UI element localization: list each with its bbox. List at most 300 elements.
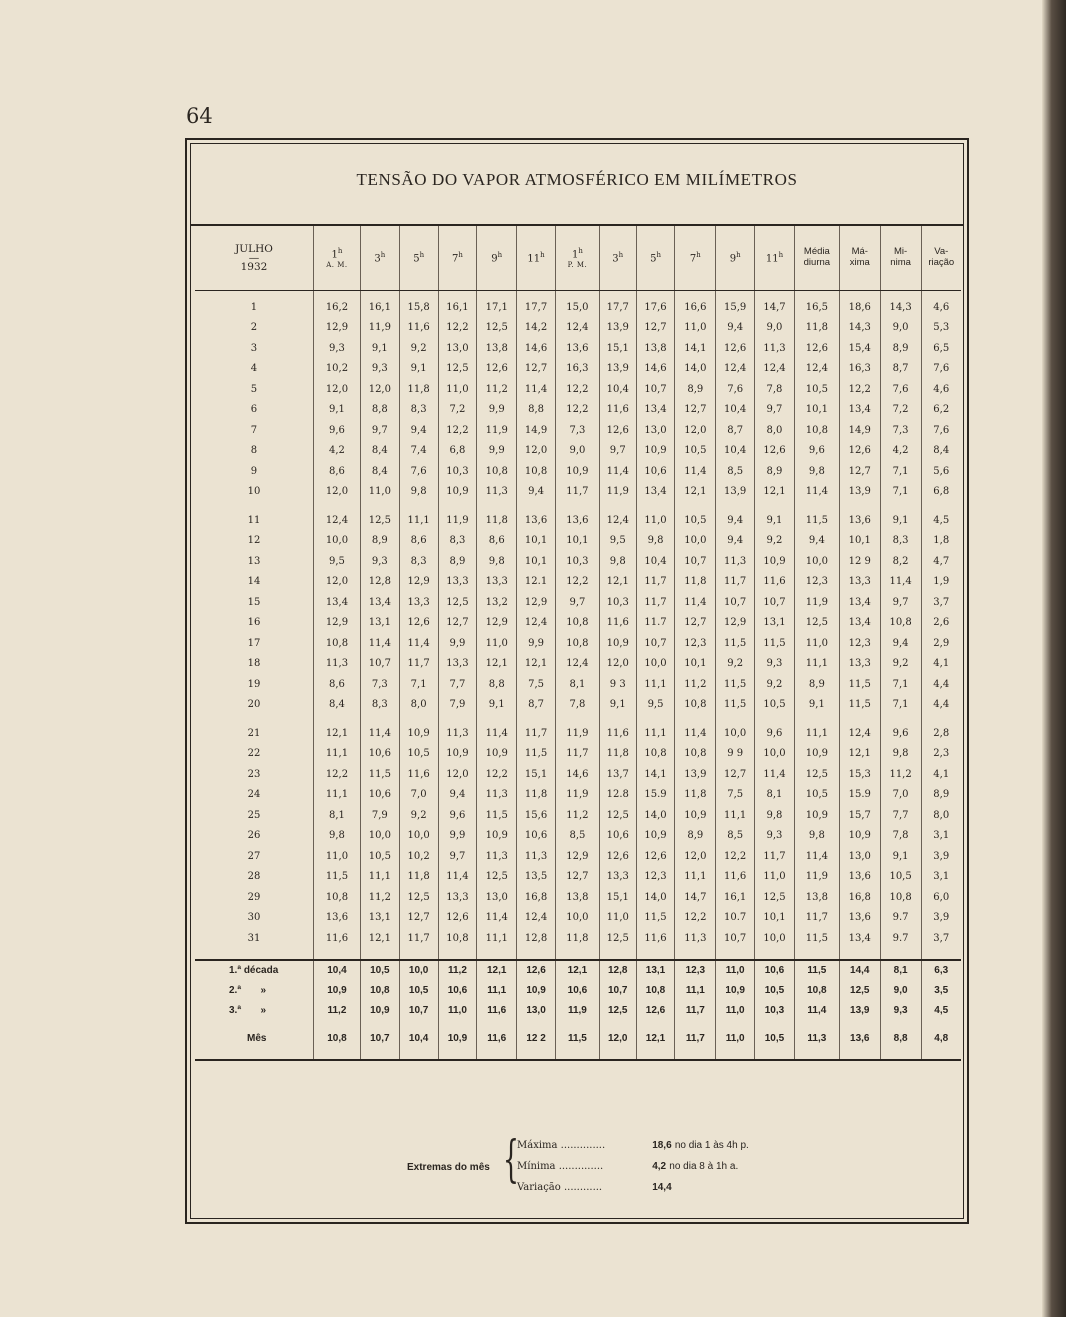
summary-value-cell: 11,5	[794, 960, 839, 981]
value-cell: 12,0	[599, 654, 636, 675]
brace-glyph: {	[503, 1130, 519, 1188]
table-row	[195, 633, 961, 654]
value-cell: 13,3	[839, 654, 880, 675]
day-cell: 2	[250, 322, 258, 334]
value-cell: 12,4	[599, 510, 636, 531]
value-cell: 12,1	[517, 654, 556, 675]
value-cell: 8,0	[921, 805, 961, 826]
day-cell: 11	[247, 514, 261, 526]
value-cell: 11,1	[313, 785, 360, 806]
day-cell: 31	[247, 932, 261, 944]
value-cell: 9,1	[313, 400, 360, 421]
value-cell: 7,0	[399, 785, 438, 806]
value-cell: 9,9	[517, 633, 556, 654]
value-cell: 11,3	[477, 846, 517, 867]
decade-label: 3.ª »	[229, 1005, 267, 1016]
value-cell: 6,8	[438, 441, 477, 462]
summary-value-cell: 13,1	[636, 960, 675, 981]
value-cell: 11,0	[675, 318, 716, 339]
value-cell: 2,8	[921, 723, 961, 744]
value-cell: 4,1	[921, 654, 961, 675]
value-cell: 12,8	[360, 572, 399, 593]
summary-value-cell: 10,7	[399, 1001, 438, 1021]
summary-value-cell: 10,7	[599, 981, 636, 1001]
table-row	[195, 674, 961, 695]
hour-header: 11$^h$	[517, 226, 556, 291]
value-cell: 12,4	[313, 510, 360, 531]
summary-value-cell: 10,0	[399, 960, 438, 981]
table-row	[195, 400, 961, 421]
value-cell: 10,0	[636, 654, 675, 675]
summary-value-cell: 10,6	[438, 981, 477, 1001]
value-cell: 12,0	[675, 420, 716, 441]
value-cell: 10,1	[755, 908, 795, 929]
value-cell: 11,8	[599, 744, 636, 765]
value-cell: 9,6	[794, 441, 839, 462]
value-cell: 7,8	[880, 826, 921, 847]
value-cell: 13,6	[517, 510, 556, 531]
value-cell: 12,3	[794, 572, 839, 593]
value-cell: 12,5	[438, 592, 477, 613]
value-cell: 14,6	[636, 359, 675, 380]
value-cell: 9,7	[880, 592, 921, 613]
value-cell: 11,0	[636, 510, 675, 531]
value-cell: 9,7	[438, 846, 477, 867]
table-row	[195, 908, 961, 929]
value-cell: 11,2	[880, 764, 921, 785]
value-cell: 10.7	[716, 908, 755, 929]
summary-value-cell: 10,5	[755, 981, 795, 1001]
month-value-cell: 10,7	[360, 1029, 399, 1049]
value-cell: 12,6	[794, 338, 839, 359]
summary-value-cell: 11,2	[438, 960, 477, 981]
value-cell: 12,9	[313, 318, 360, 339]
value-cell: 12,0	[313, 482, 360, 503]
day-cell: 19	[247, 678, 261, 690]
day-cell: 26	[247, 830, 261, 842]
value-cell: 13,6	[555, 510, 599, 531]
value-cell: 16,5	[794, 291, 839, 318]
value-cell: 7,2	[880, 400, 921, 421]
value-cell: 7,9	[438, 695, 477, 716]
table-row	[195, 531, 961, 552]
spacer-row	[195, 502, 961, 510]
value-cell: 13,4	[839, 928, 880, 949]
value-cell: 11,7	[517, 723, 556, 744]
value-cell: 10,1	[517, 551, 556, 572]
value-cell: 11,7	[399, 928, 438, 949]
value-cell: 17,1	[477, 291, 517, 318]
hour-header: 9$^h$	[477, 226, 517, 291]
value-cell: 11,4	[794, 482, 839, 503]
value-cell: 9.7	[880, 928, 921, 949]
day-cell: 18	[247, 658, 261, 670]
value-cell: 12,5	[477, 867, 517, 888]
value-cell: 18,6	[839, 291, 880, 318]
value-cell: 9,1	[755, 510, 795, 531]
value-cell: 7,6	[399, 461, 438, 482]
value-cell: 12,2	[313, 764, 360, 785]
decade-summary-row	[195, 1001, 961, 1021]
value-cell: 11,0	[755, 867, 795, 888]
value-cell: 11,4	[517, 379, 556, 400]
value-cell: 11,1	[313, 744, 360, 765]
value-cell: 3,7	[921, 592, 961, 613]
value-cell: 10,7	[716, 928, 755, 949]
spacer-row	[195, 1021, 961, 1029]
value-cell: 11,7	[716, 572, 755, 593]
value-cell: 12,0	[517, 441, 556, 462]
value-cell: 7,3	[880, 420, 921, 441]
table-row	[195, 338, 961, 359]
value-cell: 13,0	[636, 420, 675, 441]
hour-header: 5$^h$	[399, 226, 438, 291]
spacer-row	[195, 1049, 961, 1060]
stat-header-maxima: Má- xima	[839, 226, 880, 291]
value-cell: 10,8	[794, 420, 839, 441]
value-cell: 10,9	[438, 744, 477, 765]
value-cell: 2,6	[921, 613, 961, 634]
day-cell: 6	[250, 404, 258, 416]
value-cell: 9,4	[716, 531, 755, 552]
summary-value-cell: 10,6	[755, 960, 795, 981]
summary-value-cell: 8,1	[880, 960, 921, 981]
month-value-cell: 11,7	[675, 1029, 716, 1049]
month-label-cell: Mês	[247, 1033, 267, 1044]
value-cell: 5,3	[921, 318, 961, 339]
table-row	[195, 461, 961, 482]
value-cell: 4,4	[921, 695, 961, 716]
value-cell: 6,2	[921, 400, 961, 421]
day-cell: 14	[247, 576, 261, 588]
value-cell: 9,8	[755, 805, 795, 826]
value-cell: 10,8	[636, 744, 675, 765]
table-row	[195, 846, 961, 867]
value-cell: 11,4	[794, 846, 839, 867]
value-cell: 8,1	[313, 805, 360, 826]
value-cell: 11,4	[360, 723, 399, 744]
value-cell: 4,2	[880, 441, 921, 462]
day-cell: 22	[247, 748, 261, 760]
value-cell: 16,6	[675, 291, 716, 318]
value-cell: 12,0	[360, 379, 399, 400]
value-cell: 11,5	[517, 744, 556, 765]
value-cell: 7,6	[921, 420, 961, 441]
value-cell: 8,4	[313, 695, 360, 716]
value-cell: 13,1	[360, 908, 399, 929]
value-cell: 12,2	[555, 400, 599, 421]
value-cell: 7,1	[880, 482, 921, 503]
value-cell: 13,9	[716, 482, 755, 503]
value-cell: 11,7	[794, 908, 839, 929]
value-cell: 11,1	[794, 723, 839, 744]
value-cell: 3,1	[921, 867, 961, 888]
value-cell: 10,9	[675, 805, 716, 826]
value-cell: 11,7	[555, 482, 599, 503]
summary-value-cell: 12,5	[839, 981, 880, 1001]
value-cell: 13,6	[839, 908, 880, 929]
value-cell: 9,2	[755, 531, 795, 552]
value-cell: 10,9	[477, 826, 517, 847]
value-cell: 12,2	[839, 379, 880, 400]
value-cell: 10,7	[675, 551, 716, 572]
value-cell: 11,8	[555, 928, 599, 949]
day-cell: 29	[247, 891, 261, 903]
value-cell: 12,9	[477, 613, 517, 634]
value-cell: 12,7	[716, 764, 755, 785]
value-cell: 11,6	[716, 867, 755, 888]
value-cell: 9,4	[438, 785, 477, 806]
table-row	[195, 826, 961, 847]
value-cell: 7,7	[438, 674, 477, 695]
value-cell: 11,7	[399, 654, 438, 675]
day-cell: 30	[247, 912, 261, 924]
value-cell: 11,8	[675, 785, 716, 806]
hour-header: 1$^h$ P. M.	[555, 226, 599, 291]
value-cell: 1,8	[921, 531, 961, 552]
table-row	[195, 359, 961, 380]
value-cell: 10,8	[675, 695, 716, 716]
table-row	[195, 420, 961, 441]
value-cell: 12,5	[755, 887, 795, 908]
value-cell: 13,6	[313, 908, 360, 929]
month-value-cell: 12 2	[517, 1029, 556, 1049]
value-cell: 11,1	[794, 654, 839, 675]
value-cell: 10,0	[794, 551, 839, 572]
value-cell: 11,4	[675, 461, 716, 482]
decade-label: 1.ª década	[229, 965, 279, 976]
value-cell: 4,5	[921, 510, 961, 531]
value-cell: 14,1	[636, 764, 675, 785]
value-cell: 11,8	[794, 318, 839, 339]
value-cell: 8,8	[477, 674, 517, 695]
table-body	[195, 291, 961, 1060]
value-cell: 12,0	[313, 572, 360, 593]
value-cell: 10,8	[438, 928, 477, 949]
value-cell: 11,5	[755, 633, 795, 654]
value-cell: 8,7	[716, 420, 755, 441]
value-cell: 9,8	[794, 461, 839, 482]
value-cell: 8,4	[921, 441, 961, 462]
value-cell: 10,8	[555, 613, 599, 634]
value-cell: 11,9	[794, 592, 839, 613]
value-cell: 9,4	[399, 420, 438, 441]
value-cell: 9,5	[599, 531, 636, 552]
day-cell: 15	[247, 596, 261, 608]
value-cell: 15,7	[839, 805, 880, 826]
value-cell: 9,1	[599, 695, 636, 716]
day-cell: 17	[247, 637, 261, 649]
table-row	[195, 613, 961, 634]
value-cell: 13,3	[599, 867, 636, 888]
value-cell: 4,4	[921, 674, 961, 695]
table-row	[195, 592, 961, 613]
value-cell: 13,4	[636, 482, 675, 503]
value-cell: 11,6	[313, 928, 360, 949]
value-cell: 14,2	[517, 318, 556, 339]
stat-header-variacao: Va- riação	[921, 226, 961, 291]
value-cell: 15,1	[517, 764, 556, 785]
value-cell: 14,3	[839, 318, 880, 339]
value-cell: 9,5	[313, 551, 360, 572]
value-cell: 10,9	[794, 744, 839, 765]
day-cell: 9	[250, 465, 258, 477]
value-cell: 10,0	[555, 908, 599, 929]
value-cell: 11,3	[438, 723, 477, 744]
value-cell: 8,7	[517, 695, 556, 716]
value-cell: 8,9	[880, 338, 921, 359]
value-cell: 2,3	[921, 744, 961, 765]
value-cell: 10,3	[438, 461, 477, 482]
value-cell: 10,9	[477, 744, 517, 765]
value-cell: 12,2	[438, 318, 477, 339]
spacer-row	[195, 715, 961, 723]
month-value-cell: 10,8	[313, 1029, 360, 1049]
summary-value-cell: 13,0	[517, 1001, 556, 1021]
day-cell: 7	[250, 424, 258, 436]
value-cell: 9,8	[313, 826, 360, 847]
value-cell: 9,0	[880, 318, 921, 339]
value-cell: 10,5	[794, 785, 839, 806]
extreme-min-row: Mínima .............. 4,2 no dia 8 à 1h a.	[517, 1161, 739, 1172]
table-row	[195, 482, 961, 503]
day-cell: 8	[250, 445, 258, 457]
value-cell: 15,3	[839, 764, 880, 785]
value-cell: 6,0	[921, 887, 961, 908]
value-cell: 7,3	[555, 420, 599, 441]
month-value-cell: 10,9	[438, 1029, 477, 1049]
value-cell: 9,7	[599, 441, 636, 462]
value-cell: 12,2	[675, 908, 716, 929]
value-cell: 4,6	[921, 379, 961, 400]
value-cell: 13,2	[477, 592, 517, 613]
value-cell: 5,6	[921, 461, 961, 482]
value-cell: 7,9	[360, 805, 399, 826]
value-cell: 11,6	[599, 723, 636, 744]
value-cell: 9,1	[477, 695, 517, 716]
value-cell: 7,6	[921, 359, 961, 380]
value-cell: 9,3	[755, 654, 795, 675]
value-cell: 9,3	[755, 826, 795, 847]
value-cell: 12,6	[636, 846, 675, 867]
value-cell: 11,4	[438, 867, 477, 888]
value-cell: 11,0	[313, 846, 360, 867]
value-cell: 11.7	[636, 613, 675, 634]
value-cell: 8,6	[313, 461, 360, 482]
value-cell: 11,3	[477, 785, 517, 806]
value-cell: 9,8	[399, 482, 438, 503]
value-cell: 11,6	[399, 764, 438, 785]
value-cell: 8,3	[880, 531, 921, 552]
value-cell: 11,9	[477, 420, 517, 441]
summary-value-cell: 13,9	[839, 1001, 880, 1021]
value-cell: 10,9	[839, 826, 880, 847]
value-cell: 12,9	[555, 846, 599, 867]
value-cell: 14,3	[880, 291, 921, 318]
table-row	[195, 764, 961, 785]
value-cell: 11,1	[477, 928, 517, 949]
value-cell: 11,5	[360, 764, 399, 785]
summary-value-cell: 11,4	[794, 1001, 839, 1021]
value-cell: 13,4	[360, 592, 399, 613]
value-cell: 10,9	[399, 723, 438, 744]
value-cell: 11,0	[599, 908, 636, 929]
value-cell: 2,9	[921, 633, 961, 654]
value-cell: 3,9	[921, 908, 961, 929]
header-row	[195, 226, 961, 291]
day-cell: 4	[250, 363, 258, 375]
value-cell: 9,3	[360, 359, 399, 380]
value-cell: 12,5	[599, 805, 636, 826]
value-cell: 12,7	[438, 613, 477, 634]
value-cell: 8,3	[399, 551, 438, 572]
value-cell: 13,0	[438, 338, 477, 359]
summary-value-cell: 10,9	[517, 981, 556, 1001]
month-value-cell: 12,1	[636, 1029, 675, 1049]
month-value-cell: 4,8	[921, 1029, 961, 1049]
value-cell: 12,7	[399, 908, 438, 929]
value-cell: 12,4	[517, 613, 556, 634]
value-cell: 12,4	[839, 723, 880, 744]
value-cell: 15,8	[399, 291, 438, 318]
month-value-cell: 11,0	[716, 1029, 755, 1049]
summary-value-cell: 10,8	[794, 981, 839, 1001]
value-cell: 10,1	[839, 531, 880, 552]
value-cell: 12,1	[599, 572, 636, 593]
value-cell: 7,4	[399, 441, 438, 462]
value-cell: 10,1	[555, 531, 599, 552]
value-cell: 8,9	[360, 531, 399, 552]
value-cell: 9,9	[438, 633, 477, 654]
value-cell: 11,8	[399, 379, 438, 400]
value-cell: 9,1	[399, 359, 438, 380]
value-cell: 8,6	[399, 531, 438, 552]
value-cell: 9,8	[880, 744, 921, 765]
value-cell: 17,6	[636, 291, 675, 318]
value-cell: 4,6	[921, 291, 961, 318]
value-cell: 13,0	[477, 887, 517, 908]
value-cell: 12,1	[755, 482, 795, 503]
value-cell: 10,9	[438, 482, 477, 503]
value-cell: 10,6	[360, 744, 399, 765]
value-cell: 10,1	[794, 400, 839, 421]
value-cell: 9,8	[599, 551, 636, 572]
value-cell: 10,4	[716, 441, 755, 462]
value-cell: 12,2	[555, 379, 599, 400]
value-cell: 9,6	[313, 420, 360, 441]
value-cell: 11,6	[599, 400, 636, 421]
value-cell: 14,7	[755, 291, 795, 318]
value-cell: 16,3	[555, 359, 599, 380]
value-cell: 11,6	[755, 572, 795, 593]
value-cell: 8,6	[313, 674, 360, 695]
value-cell: 13,3	[438, 654, 477, 675]
value-cell: 7,8	[555, 695, 599, 716]
value-cell: 9,0	[755, 318, 795, 339]
value-cell: 9,1	[360, 338, 399, 359]
summary-value-cell: 11,1	[675, 981, 716, 1001]
value-cell: 12,5	[599, 928, 636, 949]
value-cell: 8,4	[360, 461, 399, 482]
value-cell: 9,9	[477, 441, 517, 462]
value-cell: 11,1	[636, 723, 675, 744]
summary-value-cell: 11,0	[716, 1001, 755, 1021]
value-cell: 10,4	[599, 379, 636, 400]
table-row	[195, 572, 961, 593]
day-cell: 25	[247, 809, 261, 821]
value-cell: 10,8	[880, 887, 921, 908]
value-cell: 13,9	[675, 764, 716, 785]
